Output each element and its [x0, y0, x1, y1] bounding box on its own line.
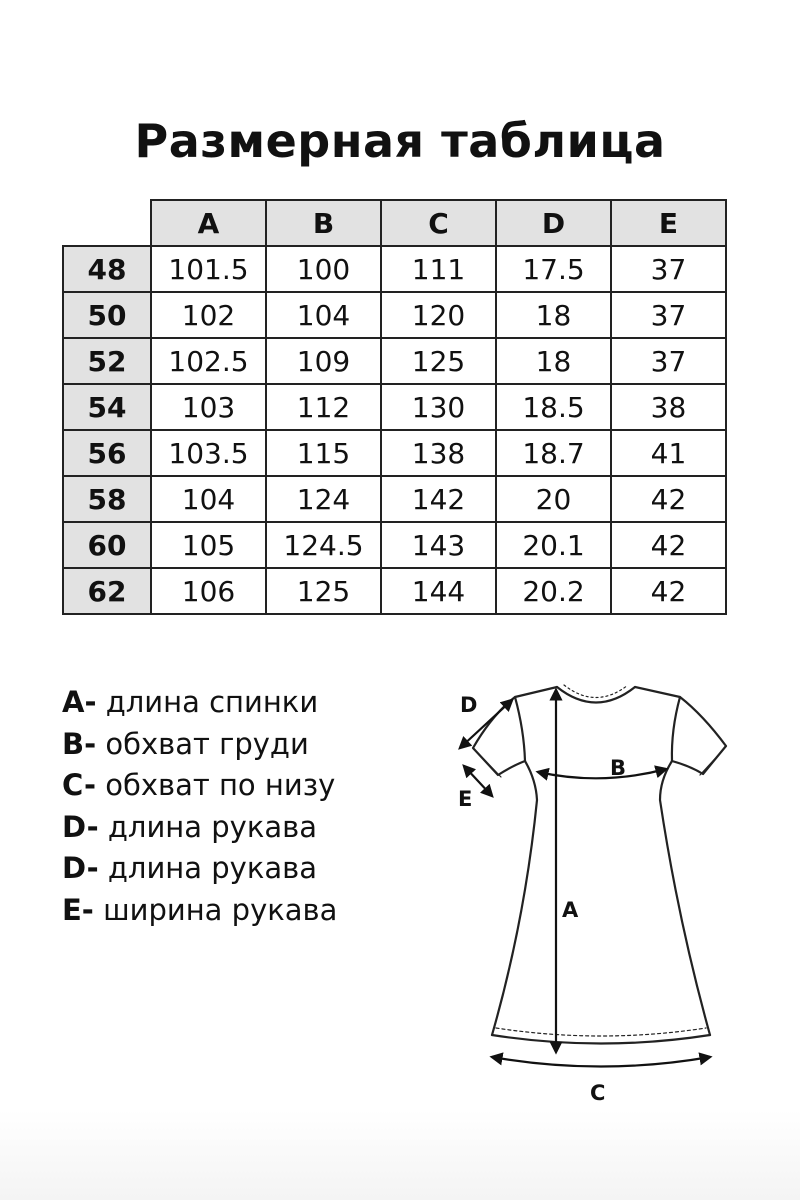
size-label: 56	[63, 430, 151, 476]
legend-item	[62, 724, 337, 766]
table-row	[63, 476, 726, 522]
table-row	[63, 384, 726, 430]
legend-text: длина рукава	[107, 851, 317, 885]
table-row	[63, 246, 726, 292]
table-cell: 18.7	[496, 430, 611, 476]
legend-item	[62, 765, 337, 807]
table-cell: 115	[266, 430, 381, 476]
table-cell: 18	[496, 292, 611, 338]
legend-letter: D-	[62, 809, 99, 844]
size-label: 58	[63, 476, 151, 522]
column-header: C	[381, 200, 496, 246]
legend-item	[62, 890, 337, 932]
table-cell: 42	[611, 522, 726, 568]
dress-diagram	[440, 660, 760, 1120]
table-cell: 37	[611, 338, 726, 384]
legend-letter: E-	[62, 892, 94, 927]
diagram-label-b: B	[610, 756, 627, 780]
table-cell: 120	[381, 292, 496, 338]
column-header: D	[496, 200, 611, 246]
table-cell: 109	[266, 338, 381, 384]
table-cell: 101.5	[151, 246, 266, 292]
table-cell: 124	[266, 476, 381, 522]
size-label: 48	[63, 246, 151, 292]
legend-letter: D-	[62, 851, 99, 885]
size-table	[62, 199, 727, 615]
table-cell: 42	[611, 476, 726, 522]
table-cell: 138	[381, 430, 496, 476]
table-row	[63, 292, 726, 338]
table-cell: 42	[611, 568, 726, 614]
size-label: 50	[63, 292, 151, 338]
size-label: 54	[63, 384, 151, 430]
table-cell: 124.5	[266, 522, 381, 568]
table-cell: 17.5	[496, 246, 611, 292]
legend-text: длина рукава	[107, 809, 317, 844]
legend-letter: C-	[62, 768, 96, 802]
table-cell: 112	[266, 384, 381, 430]
table-cell: 104	[266, 292, 381, 338]
table-cell: 143	[381, 522, 496, 568]
table-corner	[63, 200, 151, 246]
table-cell: 102.5	[151, 338, 266, 384]
legend-item	[62, 848, 337, 890]
table-cell: 102	[151, 292, 266, 338]
legend-item	[62, 682, 337, 724]
legend-text: обхват по низу	[105, 768, 336, 802]
diagram-label-d: D	[460, 693, 478, 717]
table-cell: 103.5	[151, 430, 266, 476]
table-row	[63, 430, 726, 476]
size-label: 52	[63, 338, 151, 384]
legend-text: обхват груди	[105, 726, 309, 761]
diagram-label-a: A	[562, 898, 579, 922]
table-cell: 18	[496, 338, 611, 384]
column-header: A	[151, 200, 266, 246]
table-cell: 125	[381, 338, 496, 384]
table-cell: 20.2	[496, 568, 611, 614]
table-cell: 104	[151, 476, 266, 522]
table-row	[63, 338, 726, 384]
column-header: B	[266, 200, 381, 246]
legend-text: ширина рукава	[103, 892, 338, 927]
table-row	[63, 522, 726, 568]
dress-outline	[473, 685, 726, 1044]
table-cell: 103	[151, 384, 266, 430]
legend-letter: A-	[62, 685, 97, 719]
table-cell: 20	[496, 476, 611, 522]
legend-text: длина спинки	[105, 685, 319, 719]
table-cell: 41	[611, 430, 726, 476]
table-cell: 144	[381, 568, 496, 614]
table-cell: 142	[381, 476, 496, 522]
table-header-row	[63, 200, 726, 246]
table-row	[63, 568, 726, 614]
diagram-label-c: C	[590, 1081, 606, 1105]
table-cell: 37	[611, 292, 726, 338]
table-cell: 38	[611, 384, 726, 430]
size-label: 60	[63, 522, 151, 568]
page-title: Размерная таблица	[134, 114, 666, 168]
table-cell: 106	[151, 568, 266, 614]
table-cell: 125	[266, 568, 381, 614]
table-cell: 111	[381, 246, 496, 292]
size-label: 62	[63, 568, 151, 614]
table-cell: 105	[151, 522, 266, 568]
table-cell: 18.5	[496, 384, 611, 430]
column-header: E	[611, 200, 726, 246]
diagram-label-e: E	[458, 787, 473, 811]
table-cell: 130	[381, 384, 496, 430]
measurement-legend	[62, 682, 337, 931]
table-cell: 37	[611, 246, 726, 292]
legend-item	[62, 807, 337, 849]
legend-letter: B-	[62, 726, 97, 761]
table-cell: 20.1	[496, 522, 611, 568]
table-cell: 100	[266, 246, 381, 292]
